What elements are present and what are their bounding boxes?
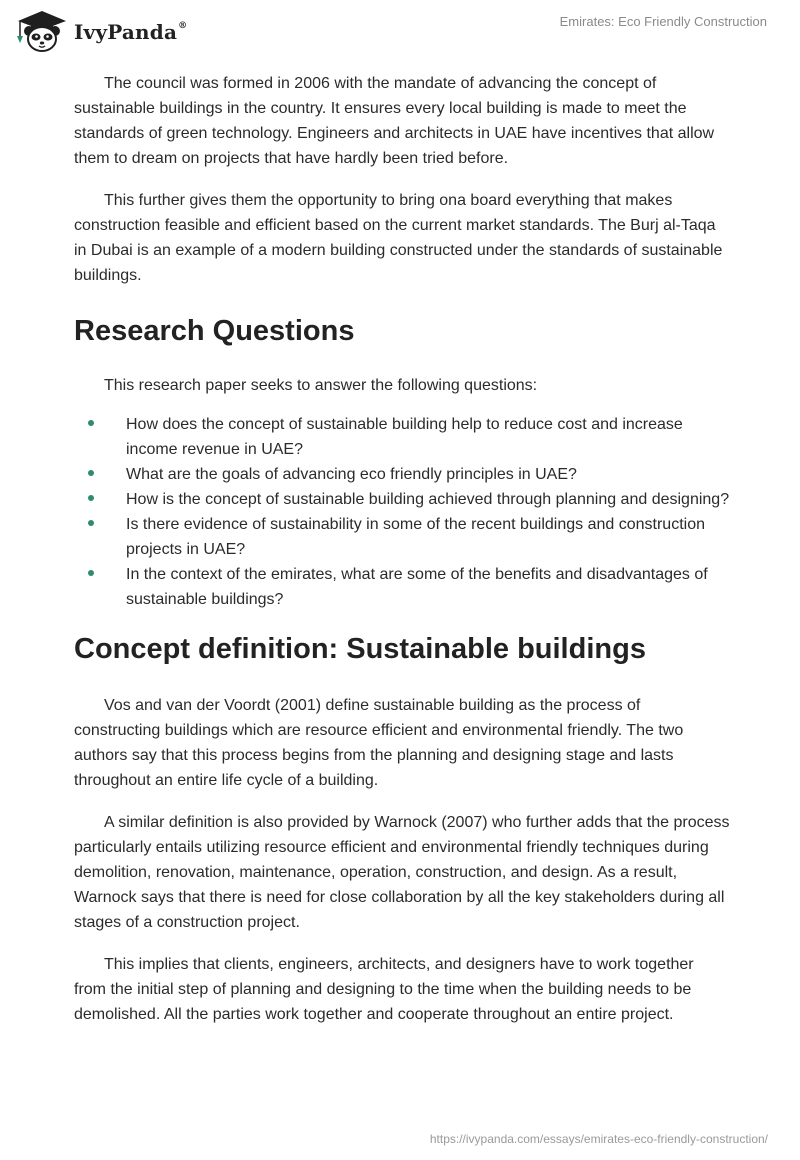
bullet-dot-icon <box>88 495 94 501</box>
page-header <box>0 0 800 60</box>
list-item: How does the concept of sustainable building help to reduce cost and increase income revenue in UAE? <box>74 412 730 462</box>
bullet-dot-icon <box>88 420 94 426</box>
bullet-dot-icon <box>88 470 94 476</box>
source-url-link[interactable]: https://ivypanda.com/essays/emirates-eco-friendly-construction/ <box>429 1132 768 1146</box>
concept-paragraph: This implies that clients, engineers, architects, and designers have to work together from the initial step of planning and designing to the time when the building needs to be demolished. All the parties work together and cooperate throughout an entire project. <box>74 956 694 1023</box>
document-title: Emirates: Eco Friendly Construction <box>559 14 767 29</box>
list-item: Is there evidence of sustainability in some of the recent buildings and construction projects in UAE? <box>74 512 730 562</box>
list-item: In the context of the emirates, what are some of the benefits and disadvantages of sustainable buildings? <box>74 562 730 612</box>
bullet-dot-icon <box>88 570 94 576</box>
research-intro-paragraph: This research paper seeks to answer the following questions: <box>104 377 538 394</box>
list-item: How is the concept of sustainable building achieved through planning and designing? <box>74 487 730 512</box>
list-item: What are the goals of advancing eco friendly principles in UAE? <box>74 462 730 487</box>
registered-mark: ® <box>178 21 188 32</box>
concept-paragraph: Vos and van der Voordt (2001) define sustainable building as the process of constructing buildings which are resource efficient and environmental friendly. The two authors say that this process begins from the planning and designing stage and lasts throughout an entire life cycle of a building. <box>74 697 684 789</box>
brand-logo[interactable] <box>14 9 187 53</box>
intro-paragraph: The council was formed in 2006 with the mandate of advancing the concept of sustainable buildings in the country. It ensures every local building is made to meet the standards of green technology. Engineers and architects in UAE have incentives that allow them to dream on projects that have hardly been tried before. <box>74 75 715 167</box>
intro-paragraph: This further gives them the opportunity to bring ona board everything that makes construction feasible and efficient based on the current market standards. The Burj al-Taqa in Dubai is an example of a modern building constructed under the standards of sustainable buildings. <box>74 192 723 284</box>
concept-definition-heading: Concept definition: Sustainable buildings <box>74 633 646 665</box>
panda-graduate-logo-icon <box>14 9 70 53</box>
bullet-dot-icon <box>88 520 94 526</box>
essay-content <box>74 71 730 1044</box>
brand-name: IvyPanda® <box>74 20 188 44</box>
research-questions-list <box>74 412 730 612</box>
research-questions-heading: Research Questions <box>74 315 355 347</box>
concept-paragraph: A similar definition is also provided by Warnock (2007) who further adds that the process particularly entails utilizing resource efficient and environmental friendly techniques during demolition, renovation, maintenance, operation, construction, and design. As a result, Warnock says that there is need for close collaboration by all the key stakeholders during all stages of a construction project. <box>74 814 730 931</box>
